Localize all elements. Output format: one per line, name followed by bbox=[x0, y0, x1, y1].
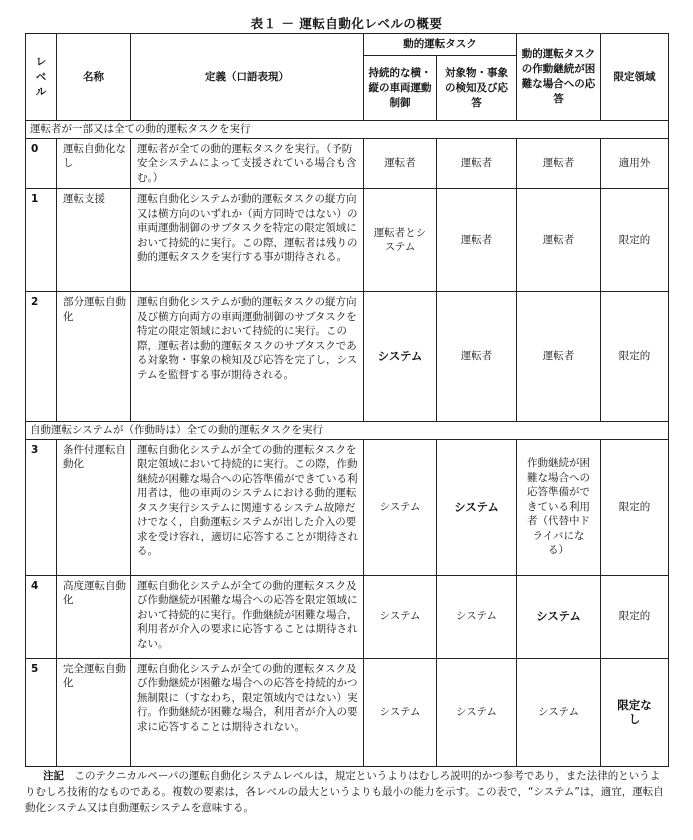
level-name: 条件付運転自動化 bbox=[57, 439, 131, 575]
cell-odd: 適用外 bbox=[601, 138, 669, 189]
cell-oedr: システム bbox=[437, 575, 517, 658]
section-label-system: 自動運転システムが（作動時は）全ての動的運転タスクを実行 bbox=[26, 422, 669, 440]
cell-sustained-control: 運転者とシステム bbox=[364, 189, 437, 292]
level-number: 0 bbox=[26, 138, 57, 189]
cell-odd: 限定なし bbox=[601, 658, 669, 766]
header-sustained-control: 持続的な横・縦の車両運動制御 bbox=[364, 56, 437, 121]
header-row-1 bbox=[26, 34, 669, 56]
section-row-system bbox=[26, 422, 669, 440]
cell-oedr: 運転者 bbox=[437, 138, 517, 189]
table-title: 表１ － 運転自動化レベルの概要 bbox=[250, 16, 443, 31]
section-row-driver bbox=[26, 121, 669, 139]
table-row-level-3 bbox=[26, 439, 669, 575]
level-definition: 運転自動化システムが動的運転タスクの縦方向又は横方向のいずれか（両方同時ではない）の車両運動制御のサブタスクを特定の限定領域において持続的に実行。この際，運転者は残りの動的運転タスクを実行する事が期待される。 bbox=[131, 189, 364, 292]
cell-fallback: 作動継続が困難な場合への応答準備ができている利用者（代替中ドライバになる） bbox=[517, 439, 601, 575]
level-number: 5 bbox=[26, 658, 57, 766]
level-number: 2 bbox=[26, 292, 57, 422]
cell-fallback: システム bbox=[517, 575, 601, 658]
automation-levels-table bbox=[25, 33, 669, 767]
cell-fallback: システム bbox=[517, 658, 601, 766]
table-note bbox=[25, 768, 670, 816]
cell-sustained-control: 運転者 bbox=[364, 138, 437, 189]
level-definition: 運転自動化システムが動的運転タスクの縦方向及び横方向両方の車両運動制御のサブタスクを特定の限定領域において持続的に実行。この際，運転者は動的運転タスクのサブタスクである対象物・事象の検知及び応答を完了し，システムを監督する事が期待される。 bbox=[131, 292, 364, 422]
cell-oedr: 運転者 bbox=[437, 189, 517, 292]
cell-sustained-control: システム bbox=[364, 575, 437, 658]
table-row-level-1 bbox=[26, 189, 669, 292]
level-name: 運転支援 bbox=[57, 189, 131, 292]
header-ddt-group: 動的運転タスク bbox=[364, 34, 517, 56]
header-name: 名称 bbox=[57, 34, 131, 121]
section-label-driver: 運転者が一部又は全ての動的運転タスクを実行 bbox=[26, 121, 669, 139]
cell-odd: 限定的 bbox=[601, 575, 669, 658]
header-oedr: 対象物・事象の検知及び応答 bbox=[437, 56, 517, 121]
level-definition: 運転自動化システムが全ての動的運転タスク及び作動継続が困難な場合への応答を限定領域において持続的に実行。作動継続が困難な場合，利用者が介入の要求に応答することは期待されない。 bbox=[131, 575, 364, 658]
level-number: 4 bbox=[26, 575, 57, 658]
cell-sustained-control: システム bbox=[364, 292, 437, 422]
level-definition: 運転自動化システムが全ての動的運転タスクを限定領域において持続的に実行。この際，作動継続が困難な場合への応答準備ができている利用者は，他の車両のシステムにおける動的運転タスク実行システムに関連するシステム故障だけでなく，自動運転システムが出した介入の要求を受け容れ，適切に応答することが期待される。 bbox=[131, 439, 364, 575]
cell-oedr: システム bbox=[437, 439, 517, 575]
level-name: 部分運転自動化 bbox=[57, 292, 131, 422]
cell-oedr: 運転者 bbox=[437, 292, 517, 422]
table-row-level-5 bbox=[26, 658, 669, 766]
level-name: 高度運転自動化 bbox=[57, 575, 131, 658]
cell-odd: 限定的 bbox=[601, 189, 669, 292]
level-name: 運転自動化なし bbox=[57, 138, 131, 189]
level-definition: 運転自動化システムが全ての動的運転タスク及び作動継続が困難な場合への応答を持続的かつ無制限に（すなわち，限定領域内ではない）実行。作動継続が困難な場合，利用者が介入の要求に応答することは期待されない。 bbox=[131, 658, 364, 766]
cell-fallback: 運転者 bbox=[517, 189, 601, 292]
header-odd: 限定領域 bbox=[601, 34, 669, 121]
level-number: 3 bbox=[26, 439, 57, 575]
note-label: 注記 bbox=[43, 770, 64, 782]
header-level: レベル bbox=[26, 34, 57, 121]
level-name: 完全運転自動化 bbox=[57, 658, 131, 766]
level-definition: 運転者が全ての動的運転タスクを実行。（予防安全システムによって支援されている場合も含む。） bbox=[131, 138, 364, 189]
header-definition: 定義（口語表現） bbox=[131, 34, 364, 121]
table-row-level-2 bbox=[26, 292, 669, 422]
header-fallback: 動的運転タスクの作動継続が困難な場合への応答 bbox=[517, 34, 601, 121]
note-text: このテクニカルペーパの運転自動化システムレベルは，規定というよりはむしろ説明的かつ参考であり，また法律的というよりむしろ技術的なものである。複数の要素は，各レベルの最大というよりも最小の能力を示す。この表で，“システム”は，適宜，運転自動化システム又は自動運転システムを意味する。 bbox=[25, 770, 664, 814]
cell-fallback: 運転者 bbox=[517, 292, 601, 422]
cell-sustained-control: システム bbox=[364, 439, 437, 575]
table-row-level-0 bbox=[26, 138, 669, 189]
cell-odd: 限定的 bbox=[601, 292, 669, 422]
cell-odd: 限定的 bbox=[601, 439, 669, 575]
level-number: 1 bbox=[26, 189, 57, 292]
cell-sustained-control: システム bbox=[364, 658, 437, 766]
table-row-level-4 bbox=[26, 575, 669, 658]
cell-fallback: 運転者 bbox=[517, 138, 601, 189]
cell-oedr: システム bbox=[437, 658, 517, 766]
